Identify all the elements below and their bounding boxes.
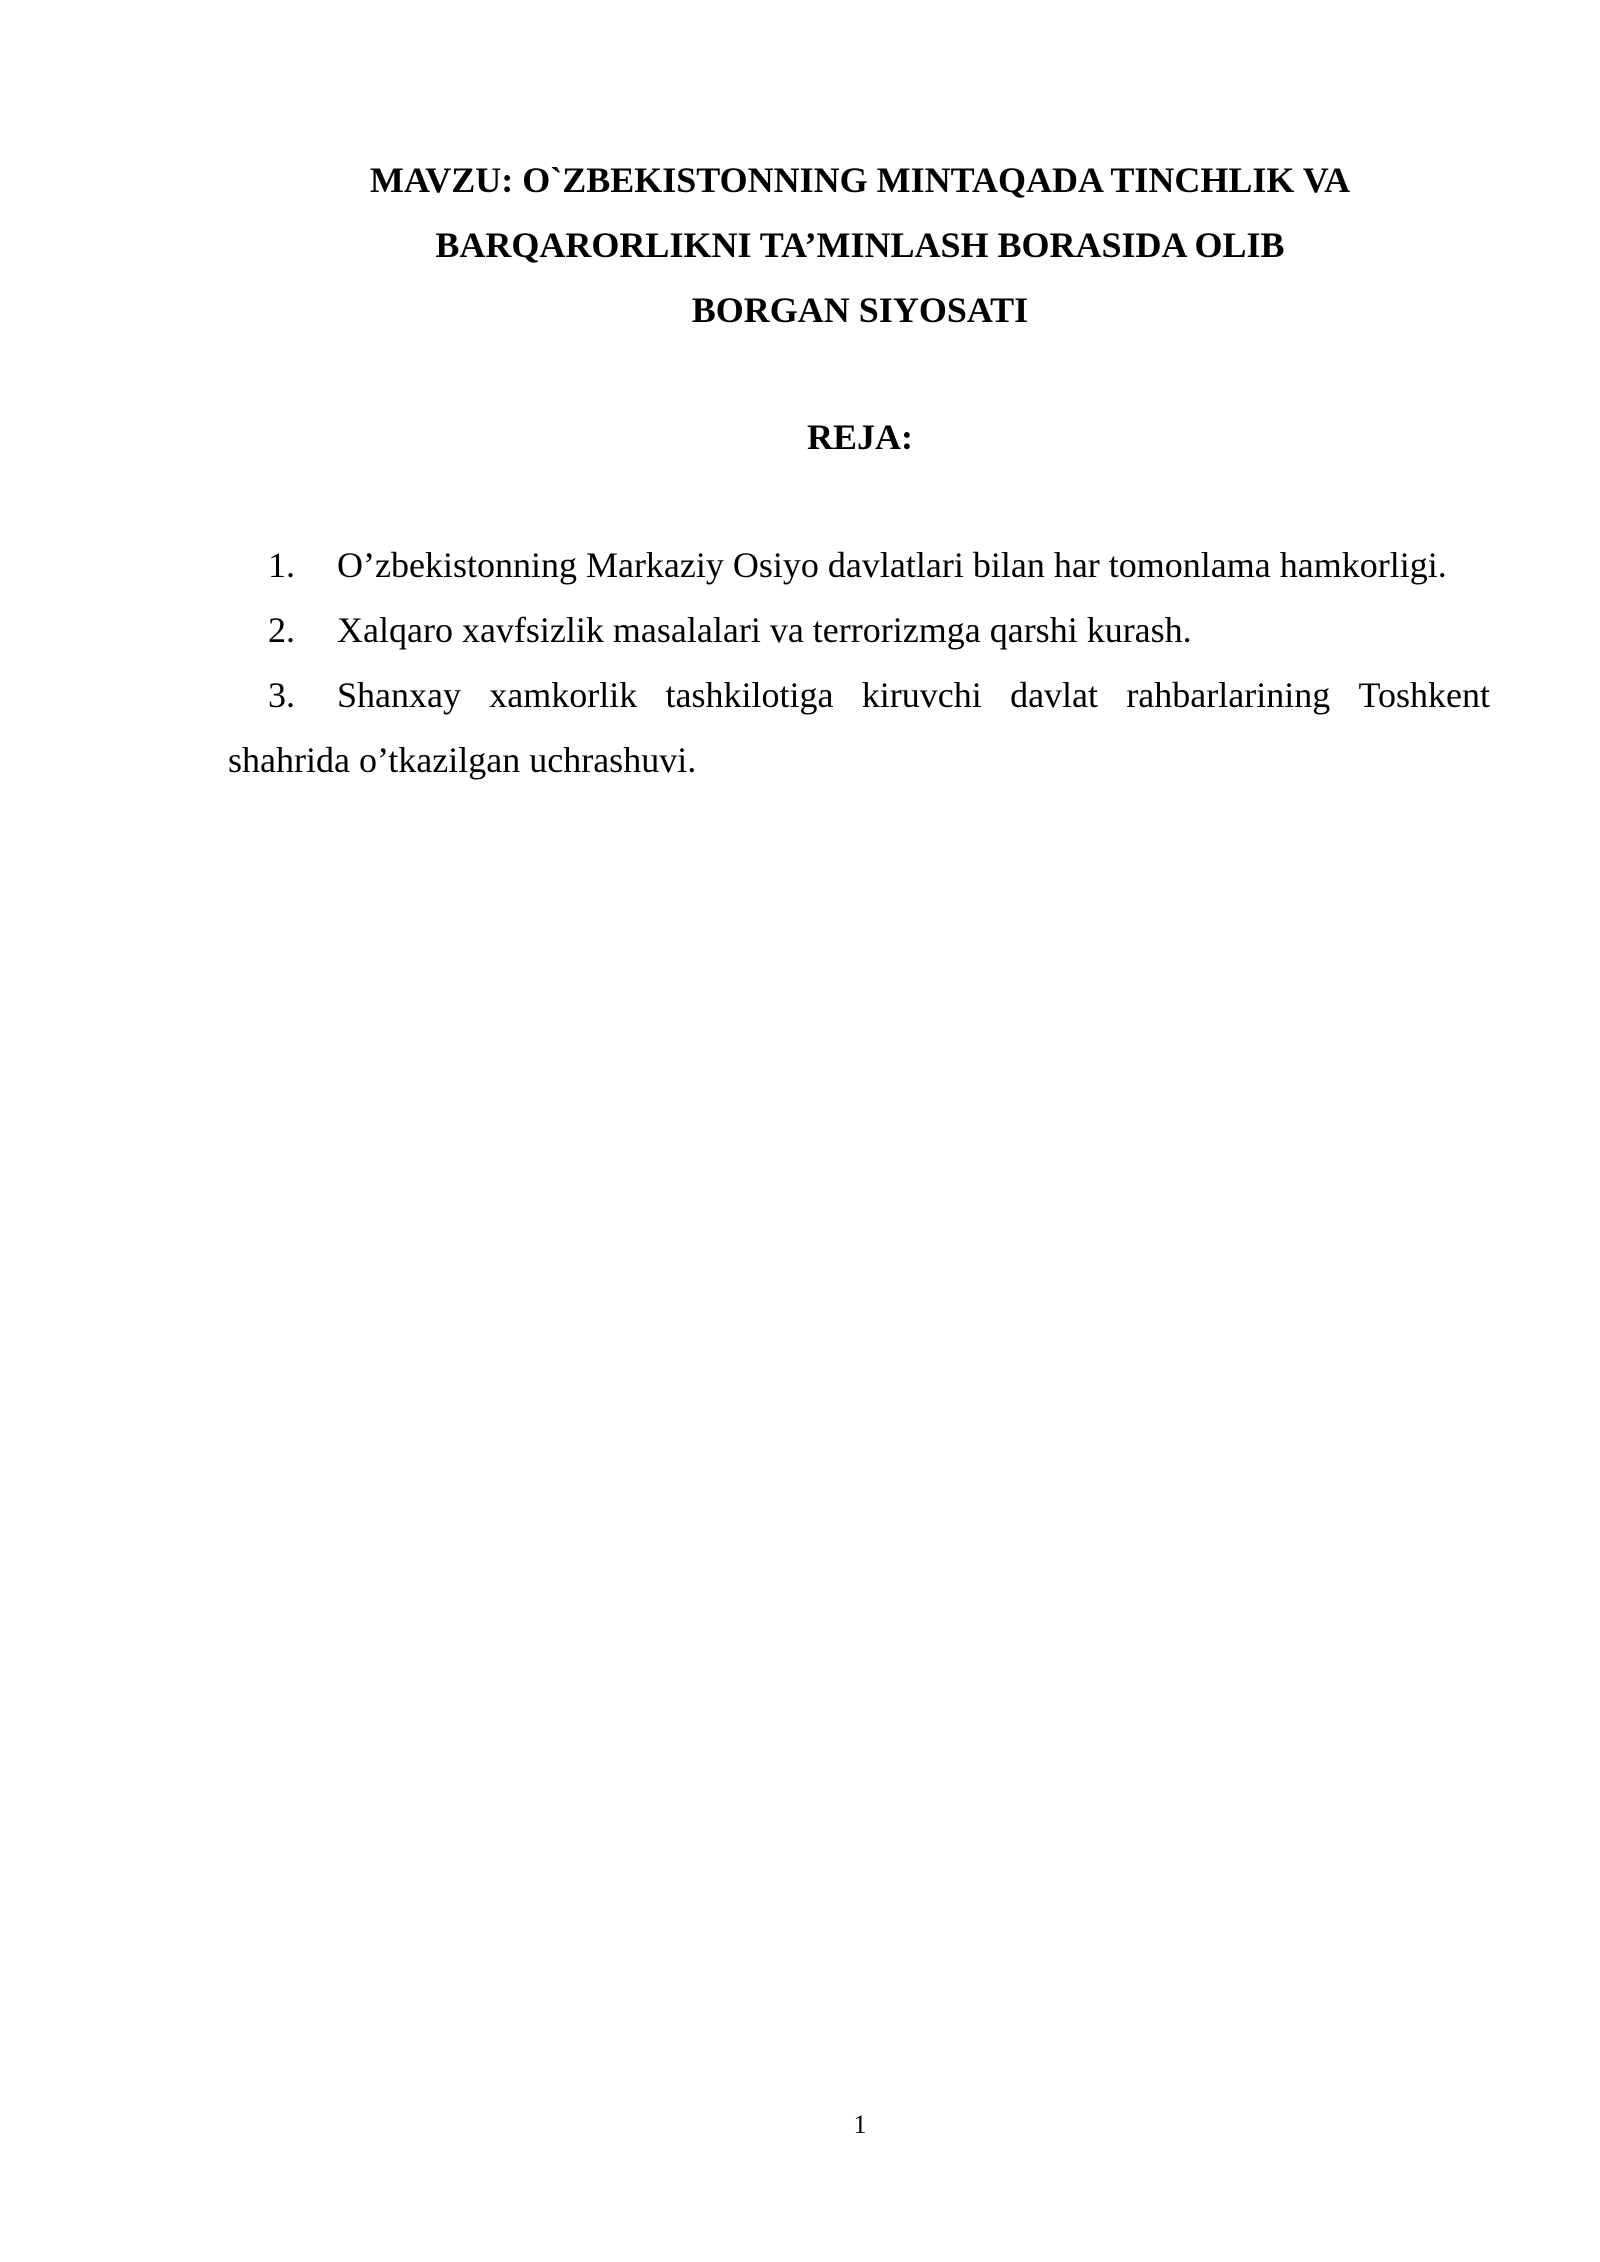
plan-item-word: xamkorlik [489,675,638,715]
document-title [200,148,1520,343]
plan-item-text: O’zbekistonning Markaziy Osiyo davlatlari bilan har tomonlama hamkorligi. [337,545,1447,585]
plan-item-3-first-line [228,663,1490,728]
plan-item-3 [228,663,1490,793]
page-number: 1 [853,2110,867,2139]
plan-item-word: Toshkent [1358,675,1490,715]
plan-item-number: 1. [268,545,295,585]
plan-item-word: kiruvchi [861,675,982,715]
plan-item-3-words [337,663,1490,728]
plan-item-word: davlat [1010,675,1099,715]
plan-item-number: 3. [268,675,295,715]
plan-item-number: 2. [268,610,295,650]
plan-item-3-second-line: shahrida o’tkazilgan uchrashuvi. [228,740,697,780]
plan-item-word: rahbarlarining [1126,675,1331,715]
plan-item-word: tashkilotiga [665,675,834,715]
title-line-2: BARQARORLIKNI TA’MINLASH BORASIDA OLIB [435,225,1285,265]
plan-item-2 [228,598,1490,663]
plan-heading: REJA: [807,417,913,457]
plan-item-1 [228,533,1490,598]
title-line-1: MAVZU: O`ZBEKISTONNING MINTAQADA TINCHLIK VA [369,160,1351,200]
plan-item-word: Shanxay [337,675,461,715]
plan-list [228,533,1490,663]
plan-item-text: Xalqaro xavfsizlik masalalari va terrorizmga qarshi kurash. [337,610,1192,650]
title-line-3: BORGAN SIYOSATI [691,290,1029,330]
